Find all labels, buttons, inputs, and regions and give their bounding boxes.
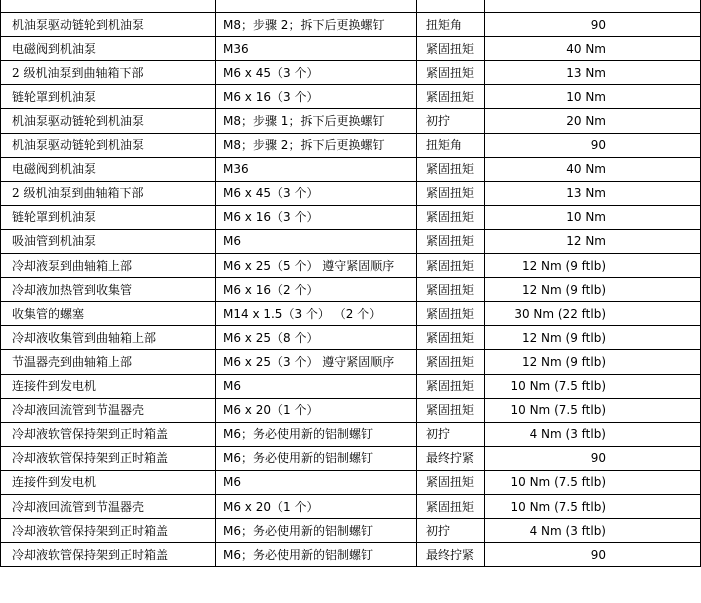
part-cell: 冷却液泵到曲轴箱上部 [1, 254, 216, 278]
spec-cell: M6 x 25（8 个） [216, 326, 417, 350]
cut-off-cell [485, 0, 701, 13]
table-row [1, 543, 701, 567]
part-cell: 机油泵驱动链轮到机油泵 [1, 13, 216, 37]
torque-value-cell: 90 [485, 13, 701, 37]
spec-cell: M6 [216, 374, 417, 398]
table-row [1, 205, 701, 229]
spec-cell: M6 x 16（3 个） [216, 205, 417, 229]
spec-cell: M6；务必使用新的铝制螺钉 [216, 422, 417, 446]
tightening-type-cell: 紧固扭矩 [417, 61, 485, 85]
part-cell: 链轮罩到机油泵 [1, 205, 216, 229]
torque-value-cell: 90 [485, 133, 701, 157]
torque-value-cell: 12 Nm (9 ftlb) [485, 254, 701, 278]
part-cell: 2 级机油泵到曲轴箱下部 [1, 61, 216, 85]
spec-cell: M36 [216, 157, 417, 181]
table-row [1, 494, 701, 518]
tightening-type-cell: 紧固扭矩 [417, 350, 485, 374]
table-row [1, 229, 701, 253]
part-cell: 冷却液软管保持架到正时箱盖 [1, 446, 216, 470]
spec-cell: M6；务必使用新的铝制螺钉 [216, 519, 417, 543]
torque-value-cell: 10 Nm (7.5 ftlb) [485, 398, 701, 422]
tightening-type-cell: 紧固扭矩 [417, 254, 485, 278]
part-cell: 冷却液回流管到节温器壳 [1, 494, 216, 518]
spec-cell: M8；步骤 1；拆下后更换螺钉 [216, 109, 417, 133]
spec-cell: M14 x 1.5（3 个） （2 个） [216, 302, 417, 326]
part-cell: 冷却液收集管到曲轴箱上部 [1, 326, 216, 350]
table-row [1, 446, 701, 470]
part-cell: 电磁阀到机油泵 [1, 37, 216, 61]
part-cell: 连接件到发电机 [1, 470, 216, 494]
part-cell: 冷却液加热管到收集管 [1, 278, 216, 302]
table-row [1, 278, 701, 302]
part-cell: 机油泵驱动链轮到机油泵 [1, 109, 216, 133]
torque-value-cell: 12 Nm [485, 229, 701, 253]
table-row [1, 61, 701, 85]
tightening-type-cell: 紧固扭矩 [417, 37, 485, 61]
torque-value-cell: 4 Nm (3 ftlb) [485, 422, 701, 446]
table-row [1, 519, 701, 543]
table-row [1, 157, 701, 181]
part-cell: 收集管的螺塞 [1, 302, 216, 326]
torque-value-cell: 40 Nm [485, 157, 701, 181]
part-cell: 冷却液软管保持架到正时箱盖 [1, 543, 216, 567]
table-row [1, 13, 701, 37]
table-row [1, 109, 701, 133]
tightening-type-cell: 紧固扭矩 [417, 374, 485, 398]
torque-value-cell: 12 Nm (9 ftlb) [485, 350, 701, 374]
table-row [1, 350, 701, 374]
table-row [1, 326, 701, 350]
spec-cell: M6 x 20（1 个） [216, 494, 417, 518]
table-row [1, 85, 701, 109]
table-row [1, 0, 701, 13]
table-row [1, 302, 701, 326]
spec-cell: M8；步骤 2；拆下后更换螺钉 [216, 133, 417, 157]
spec-cell: M6 x 20（1 个） [216, 398, 417, 422]
torque-value-cell: 12 Nm (9 ftlb) [485, 326, 701, 350]
cut-off-cell [216, 0, 417, 13]
cut-off-cell [417, 0, 485, 13]
spec-cell: M6 [216, 229, 417, 253]
torque-value-cell: 10 Nm [485, 85, 701, 109]
spec-cell: M6；务必使用新的铝制螺钉 [216, 446, 417, 470]
tightening-type-cell: 紧固扭矩 [417, 302, 485, 326]
table-row [1, 398, 701, 422]
spec-cell: M8；步骤 2；拆下后更换螺钉 [216, 13, 417, 37]
tightening-type-cell: 紧固扭矩 [417, 470, 485, 494]
torque-value-cell: 40 Nm [485, 37, 701, 61]
spec-cell: M36 [216, 37, 417, 61]
spec-cell: M6 x 25（3 个） 遵守紧固顺序 [216, 350, 417, 374]
part-cell: 机油泵驱动链轮到机油泵 [1, 133, 216, 157]
tightening-type-cell: 紧固扭矩 [417, 157, 485, 181]
tightening-type-cell: 紧固扭矩 [417, 494, 485, 518]
table-row [1, 37, 701, 61]
torque-value-cell: 10 Nm (7.5 ftlb) [485, 494, 701, 518]
part-cell: 冷却液软管保持架到正时箱盖 [1, 422, 216, 446]
tightening-type-cell: 最终拧紧 [417, 543, 485, 567]
cut-off-cell [1, 0, 216, 13]
table-row [1, 470, 701, 494]
tightening-type-cell: 初拧 [417, 519, 485, 543]
table-row [1, 181, 701, 205]
torque-value-cell: 90 [485, 543, 701, 567]
torque-value-cell: 12 Nm (9 ftlb) [485, 278, 701, 302]
part-cell: 节温器壳到曲轴箱上部 [1, 350, 216, 374]
spec-cell: M6 x 25（5 个） 遵守紧固顺序 [216, 254, 417, 278]
tightening-type-cell: 扭矩角 [417, 13, 485, 37]
tightening-type-cell: 初拧 [417, 109, 485, 133]
torque-value-cell: 13 Nm [485, 181, 701, 205]
part-cell: 2 级机油泵到曲轴箱下部 [1, 181, 216, 205]
table-row [1, 374, 701, 398]
tightening-type-cell: 紧固扭矩 [417, 205, 485, 229]
spec-cell: M6 x 45（3 个） [216, 181, 417, 205]
tightening-type-cell: 最终拧紧 [417, 446, 485, 470]
part-cell: 吸油管到机油泵 [1, 229, 216, 253]
torque-value-cell: 90 [485, 446, 701, 470]
spec-cell: M6 x 45（3 个） [216, 61, 417, 85]
table-row [1, 133, 701, 157]
tightening-type-cell: 紧固扭矩 [417, 229, 485, 253]
tightening-type-cell: 紧固扭矩 [417, 85, 485, 109]
part-cell: 电磁阀到机油泵 [1, 157, 216, 181]
tightening-type-cell: 紧固扭矩 [417, 326, 485, 350]
torque-table-body [1, 0, 701, 567]
tightening-type-cell: 紧固扭矩 [417, 181, 485, 205]
part-cell: 冷却液软管保持架到正时箱盖 [1, 519, 216, 543]
torque-value-cell: 10 Nm (7.5 ftlb) [485, 470, 701, 494]
tightening-type-cell: 初拧 [417, 422, 485, 446]
spec-cell: M6 [216, 470, 417, 494]
part-cell: 连接件到发电机 [1, 374, 216, 398]
torque-value-cell: 20 Nm [485, 109, 701, 133]
torque-value-cell: 13 Nm [485, 61, 701, 85]
tightening-type-cell: 扭矩角 [417, 133, 485, 157]
spec-cell: M6 x 16（2 个） [216, 278, 417, 302]
torque-value-cell: 4 Nm (3 ftlb) [485, 519, 701, 543]
torque-value-cell: 30 Nm (22 ftlb) [485, 302, 701, 326]
torque-value-cell: 10 Nm [485, 205, 701, 229]
torque-value-cell: 10 Nm (7.5 ftlb) [485, 374, 701, 398]
table-row [1, 254, 701, 278]
tightening-type-cell: 紧固扭矩 [417, 278, 485, 302]
table-row [1, 422, 701, 446]
spec-cell: M6；务必使用新的铝制螺钉 [216, 543, 417, 567]
tightening-type-cell: 紧固扭矩 [417, 398, 485, 422]
part-cell: 链轮罩到机油泵 [1, 85, 216, 109]
spec-cell: M6 x 16（3 个） [216, 85, 417, 109]
part-cell: 冷却液回流管到节温器壳 [1, 398, 216, 422]
